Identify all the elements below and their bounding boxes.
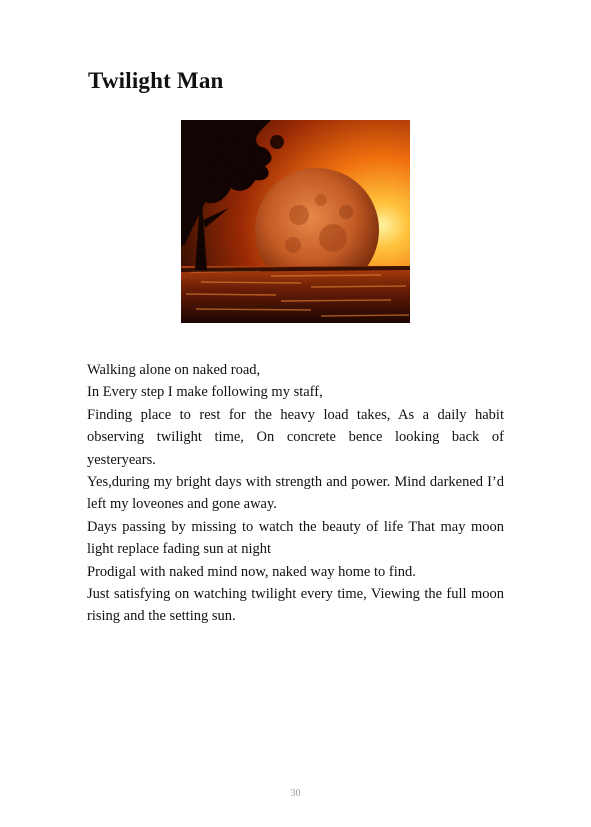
poem-body (87, 359, 504, 628)
page-number: 30 (290, 788, 301, 799)
poem-title: Twilight Man (88, 68, 224, 93)
poem-line: Just satisfying on watching twilight every time, Viewing the full moon rising and the setting sun. (87, 586, 504, 625)
poem-line: Yes,during my bright days with strength and power. Mind darkened I’d left my loveones and gone away. (87, 474, 504, 513)
poem-line: Finding place to rest for the heavy load takes, As a daily habit observing twilight time, On concrete bence looking back of yesteryears. (87, 406, 504, 468)
poem-line: Days passing by missing to watch the beauty of life That may moon light replace fading sun at night (87, 518, 504, 558)
poem-line: Prodigal with naked mind now, naked way home to find. (87, 563, 416, 580)
moonrise-over-water-image (181, 120, 410, 323)
poem-line: In Every step I make following my staff, (87, 384, 323, 401)
poem-line: Walking alone on naked road, (87, 362, 261, 378)
